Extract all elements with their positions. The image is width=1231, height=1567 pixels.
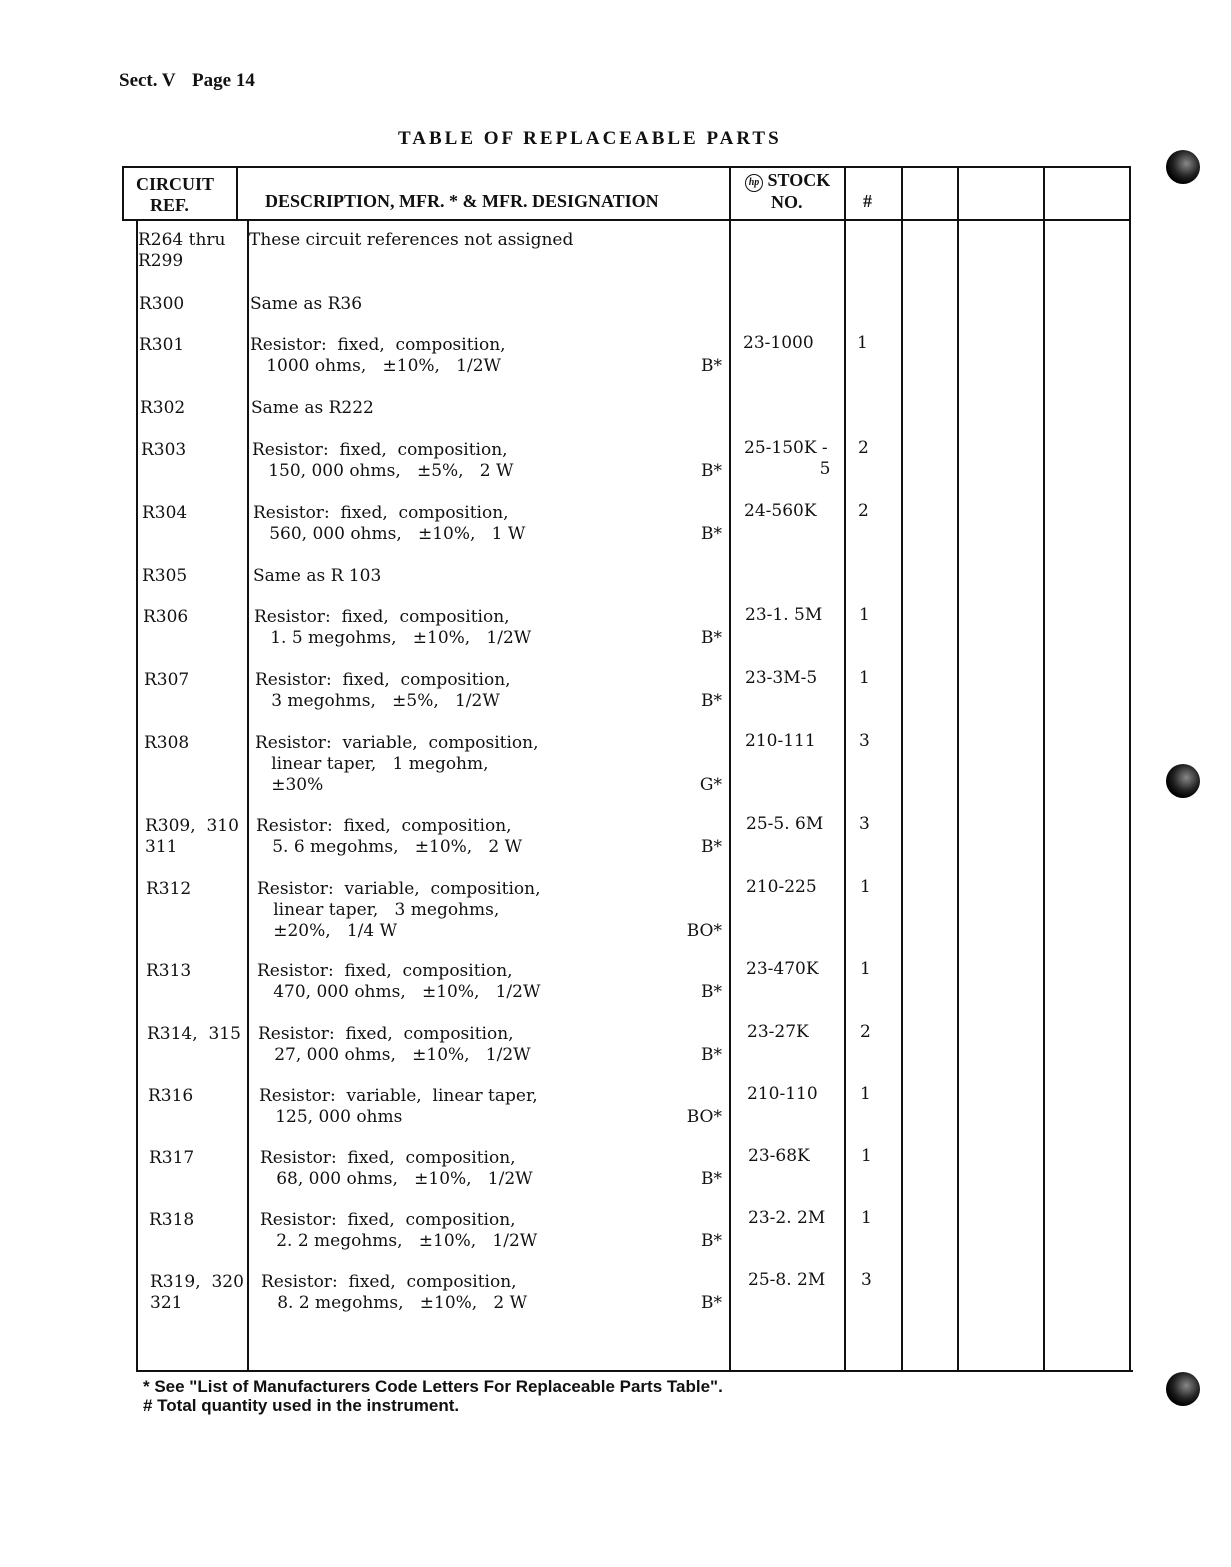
- quantity: 1: [859, 605, 870, 625]
- table-right-border: [1129, 166, 1131, 1372]
- description-line: ±20%, 1/4 W: [257, 921, 398, 941]
- quantity: 3: [859, 814, 870, 834]
- header-left-border: [122, 166, 124, 221]
- page-number: Page 14: [192, 70, 255, 91]
- stock-number: 210-111: [745, 731, 816, 751]
- header-stock-line2: NO.: [771, 192, 803, 212]
- col-divider-blank1: [957, 166, 959, 1372]
- description-line: 1000 ohms, ±10%, 1/2W: [250, 356, 501, 376]
- circuit-ref: R319, 320: [150, 1272, 244, 1292]
- description-line: Resistor: fixed, composition,: [252, 440, 508, 460]
- circuit-ref: R307: [144, 670, 190, 690]
- quantity: 1: [861, 1208, 872, 1228]
- circuit-ref: R318: [149, 1210, 195, 1230]
- description-line: 150, 000 ohms, ±5%, 2 W: [252, 461, 514, 481]
- quantity: 3: [859, 731, 870, 751]
- punch-hole-bottom: [1166, 1372, 1200, 1406]
- body-left-border: [136, 219, 138, 1372]
- circuit-ref: R304: [142, 503, 188, 523]
- mfr-code: B*: [701, 982, 722, 1002]
- footnote-mfr: * See "List of Manufacturers Code Letters For Replaceable Parts Table".: [143, 1377, 723, 1396]
- description-line: Same as R 103: [253, 566, 382, 586]
- quantity: 1: [860, 1084, 871, 1104]
- description-line: Resistor: fixed, composition,: [258, 1024, 514, 1044]
- circuit-ref: R309, 310: [145, 816, 239, 836]
- circuit-ref: R317: [149, 1148, 195, 1168]
- table-bottom-border: [136, 1370, 1133, 1372]
- header-circuit-line2: REF.: [150, 195, 189, 215]
- stock-number: 25-8. 2M: [748, 1270, 826, 1290]
- description-line: 125, 000 ohms: [259, 1107, 403, 1127]
- mfr-code: B*: [701, 1045, 722, 1065]
- col-divider-stock: [844, 166, 846, 1372]
- stock-number: 210-225: [746, 877, 817, 897]
- description-line: 5. 6 megohms, ±10%, 2 W: [256, 837, 523, 857]
- description-line: 1. 5 megohms, ±10%, 1/2W: [254, 628, 532, 648]
- header-circuit-ref: [136, 174, 214, 216]
- circuit-ref: R299: [138, 251, 184, 271]
- circuit-ref: R305: [142, 566, 188, 586]
- mfr-code: B*: [701, 1293, 722, 1313]
- stock-number: 25-150K - 5: [744, 438, 831, 479]
- stock-number: 23-1. 5M: [745, 605, 823, 625]
- description-line: Resistor: fixed, composition,: [261, 1272, 517, 1292]
- circuit-ref: R301: [139, 335, 185, 355]
- col-divider-ref: [247, 219, 249, 1372]
- stock-number: 23-68K: [748, 1146, 810, 1166]
- stock-number: 23-2. 2M: [748, 1208, 826, 1228]
- mfr-code: B*: [701, 628, 722, 648]
- circuit-ref: R314, 315: [147, 1024, 241, 1044]
- description-line: linear taper, 1 megohm,: [255, 754, 489, 774]
- stock-number: 25-5. 6M: [746, 814, 824, 834]
- description-line: 68, 000 ohms, ±10%, 1/2W: [260, 1169, 533, 1189]
- stock-number: 23-470K: [746, 959, 819, 979]
- quantity: 1: [857, 333, 868, 353]
- description-line: 2. 2 megohms, ±10%, 1/2W: [260, 1231, 538, 1251]
- circuit-ref: R302: [140, 398, 186, 418]
- stock-number: 23-27K: [747, 1022, 809, 1042]
- mfr-code: BO*: [686, 921, 722, 941]
- description-line: Same as R222: [251, 398, 374, 418]
- section-label: Sect. V: [119, 70, 176, 91]
- description-line: Resistor: variable, composition,: [257, 879, 541, 899]
- quantity: 1: [861, 1146, 872, 1166]
- header-circuit-line1: CIRCUIT: [136, 174, 215, 194]
- stock-number: 23-3M-5: [745, 668, 818, 688]
- quantity: 3: [861, 1270, 872, 1290]
- description-line: Resistor: fixed, composition,: [253, 503, 509, 523]
- description-line: Resistor: variable, linear taper,: [259, 1086, 538, 1106]
- footnote-qty: # Total quantity used in the instrument.: [143, 1396, 460, 1415]
- header-qty: #: [863, 191, 872, 211]
- col-divider-qty: [901, 166, 903, 1372]
- punch-hole-top: [1166, 150, 1200, 184]
- table-top-border: [122, 166, 1131, 168]
- circuit-ref: R303: [141, 440, 187, 460]
- description-line: Same as R36: [250, 294, 363, 314]
- description-line: These circuit references not assigned: [249, 230, 574, 250]
- circuit-ref: R312: [146, 879, 192, 899]
- circuit-ref: R306: [143, 607, 189, 627]
- stock-number: 210-110: [747, 1084, 818, 1104]
- col-divider-blank2: [1043, 166, 1045, 1372]
- description-line: 27, 000 ohms, ±10%, 1/2W: [258, 1045, 531, 1065]
- mfr-code: G*: [699, 775, 722, 795]
- col-divider-ref-header: [236, 166, 238, 221]
- mfr-code: B*: [701, 691, 722, 711]
- circuit-ref: R316: [148, 1086, 194, 1106]
- circuit-ref: R300: [139, 294, 185, 314]
- description-line: Resistor: variable, composition,: [255, 733, 539, 753]
- mfr-code: B*: [701, 356, 722, 376]
- stock-number: 24-560K: [744, 501, 817, 521]
- mfr-code: B*: [701, 461, 722, 481]
- description-line: Resistor: fixed, composition,: [257, 961, 513, 981]
- hp-logo-icon: hp: [745, 174, 763, 192]
- circuit-ref: R308: [144, 733, 190, 753]
- mfr-code: B*: [701, 524, 722, 544]
- description-line: 3 megohms, ±5%, 1/2W: [255, 691, 500, 711]
- mfr-code: B*: [701, 1231, 722, 1251]
- description-line: Resistor: fixed, composition,: [256, 816, 512, 836]
- description-line: Resistor: fixed, composition,: [260, 1210, 516, 1230]
- col-divider-desc: [729, 166, 731, 1372]
- description-line: 8. 2 megohms, ±10%, 2 W: [261, 1293, 528, 1313]
- description-line: linear taper, 3 megohms,: [257, 900, 500, 920]
- description-line: Resistor: fixed, composition,: [250, 335, 506, 355]
- circuit-ref: R313: [146, 961, 192, 981]
- punch-hole-middle: [1166, 764, 1200, 798]
- circuit-ref: 311: [145, 837, 178, 857]
- mfr-code: B*: [701, 837, 722, 857]
- quantity: 1: [860, 959, 871, 979]
- description-line: ±30%: [255, 775, 324, 795]
- description-line: 470, 000 ohms, ±10%, 1/2W: [257, 982, 541, 1002]
- quantity: 2: [858, 501, 869, 521]
- description-line: 560, 000 ohms, ±10%, 1 W: [253, 524, 526, 544]
- circuit-ref: R264 thru: [138, 230, 226, 250]
- mfr-code: B*: [701, 1169, 722, 1189]
- circuit-ref: 321: [150, 1293, 183, 1313]
- quantity: 1: [860, 877, 871, 897]
- quantity: 2: [860, 1022, 871, 1042]
- quantity: 2: [858, 438, 869, 458]
- quantity: 1: [859, 668, 870, 688]
- description-line: Resistor: fixed, composition,: [260, 1148, 516, 1168]
- header-description: DESCRIPTION, MFR. * & MFR. DESIGNATION: [265, 191, 659, 211]
- header-stock-line1: STOCK: [767, 170, 831, 190]
- page-title: TABLE OF REPLACEABLE PARTS: [398, 128, 782, 149]
- mfr-code: BO*: [686, 1107, 722, 1127]
- header-divider: [122, 219, 1131, 221]
- description-line: Resistor: fixed, composition,: [254, 607, 510, 627]
- header-stock-no: [745, 170, 830, 213]
- stock-number: 23-1000: [743, 333, 814, 353]
- description-line: Resistor: fixed, composition,: [255, 670, 511, 690]
